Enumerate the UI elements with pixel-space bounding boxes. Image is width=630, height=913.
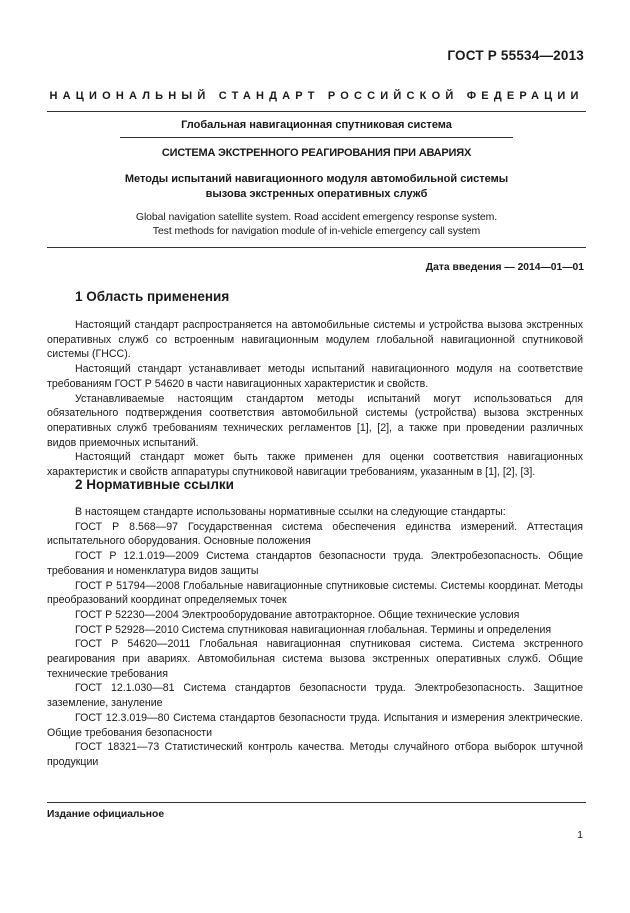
title-rule	[120, 137, 513, 138]
english-title-line-1: Global navigation satellite system. Road accident emergency response system.	[135, 211, 498, 223]
subtitle	[47, 172, 586, 202]
section-1-paragraph: Настоящий стандарт распространяется на автомобильные системы и устройства вызова экстренных оперативных служб со встроенным навигационным модулем глобальной навигационной спутниковой системы (ГНСС).	[47, 319, 583, 361]
reference-item: ГОСТ 12.3.019—80 Система стандартов безопасности труда. Испытания и измерения электрические. Общие требования безопасности	[47, 711, 583, 739]
edition-label: Издание официальное	[47, 809, 165, 820]
page-number: 1	[577, 830, 583, 841]
section-1-paragraph: Настоящий стандарт может быть также применен для оценки соответствия навигационных характеристик и свойств аппаратуры спутниковой навигации требованиям, указанным в [1], [2], [3].	[47, 451, 583, 479]
section-2-paragraph: В настоящем стандарте использованы нормативные ссылки на следующие стандарты:	[75, 506, 506, 518]
reference-item: ГОСТ Р 12.1.019—2009 Система стандартов безопасности труда. Электробезопасность. Общие требования и номенклатура видов защиты	[47, 550, 583, 577]
standard-banner: НАЦИОНАЛЬНЫЙ СТАНДАРТ РОССИЙСКОЙ ФЕДЕРАЦИИ	[49, 90, 584, 102]
document-code: ГОСТ Р 55534—2013	[447, 48, 584, 63]
subtitle-line-1: Методы испытаний навигационного модуля автомобильной системы	[124, 173, 509, 185]
section-1-title: 1 Область применения	[75, 289, 230, 304]
header-rule	[47, 111, 586, 112]
reference-item: ГОСТ Р 8.568—97 Государственная система обеспечения единства измерений. Аттестация испытательного оборудования. Основные положения	[47, 520, 583, 548]
subtitle-line-2: вызова экстренных оперативных служб	[205, 188, 428, 200]
section-2-title: 2 Нормативные ссылки	[75, 477, 234, 492]
system-title: Глобальная навигационная спутниковая система	[181, 119, 452, 131]
effective-date: Дата введения — 2014—01—01	[425, 262, 584, 273]
section-2-body	[47, 505, 583, 770]
english-title-line-2: Test methods for navigation module of in-vehicle emergency call system	[152, 225, 481, 237]
english-title	[47, 210, 586, 238]
section-1-paragraph: Настоящий стандарт устанавливает методы испытаний навигационного модуля на соответствие требованиям ГОСТ Р 54620 в части навигационных характеристик и свойств.	[47, 363, 583, 390]
reference-item: ГОСТ Р 52230—2004 Электрооборудование автотракторное. Общие технические условия	[75, 608, 520, 621]
main-title: СИСТЕМА ЭКСТРЕННОГО РЕАГИРОВАНИЯ ПРИ АВАРИЯХ	[161, 147, 472, 159]
titles-rule	[47, 247, 586, 248]
section-1-paragraph: Устанавливаемые настоящим стандартом методы испытаний могут использоваться для обязательного подтверждения соответствия автомобильной системы (устройства) вызова экстренных оперативных служб требованиям технических регламентов [1], [2], а также при проведении различных видов приемочных испытаний.	[47, 392, 583, 449]
reference-item: ГОСТ Р 51794—2008 Глобальные навигационные спутниковые системы. Системы координат. Методы преобразований координат определяемых точек	[47, 579, 583, 607]
reference-item: ГОСТ 12.1.030—81 Система стандартов безопасности труда. Электробезопасность. Защитное заземление, зануление	[47, 682, 583, 710]
reference-item: ГОСТ Р 52928—2010 Система спутниковая навигационная глобальная. Термины и определения	[75, 623, 552, 636]
reference-item: ГОСТ 18321—73 Статистический контроль качества. Методы случайного отбора выборок штучной продукции	[47, 741, 583, 768]
footer-rule	[47, 802, 586, 803]
section-1-body	[47, 318, 583, 480]
reference-item: ГОСТ Р 54620—2011 Глобальная навигационная спутниковая система. Система экстренного реагирования при авариях. Автомобильная система вызова экстренных оперативных служб. Общие технические требования	[47, 638, 583, 680]
